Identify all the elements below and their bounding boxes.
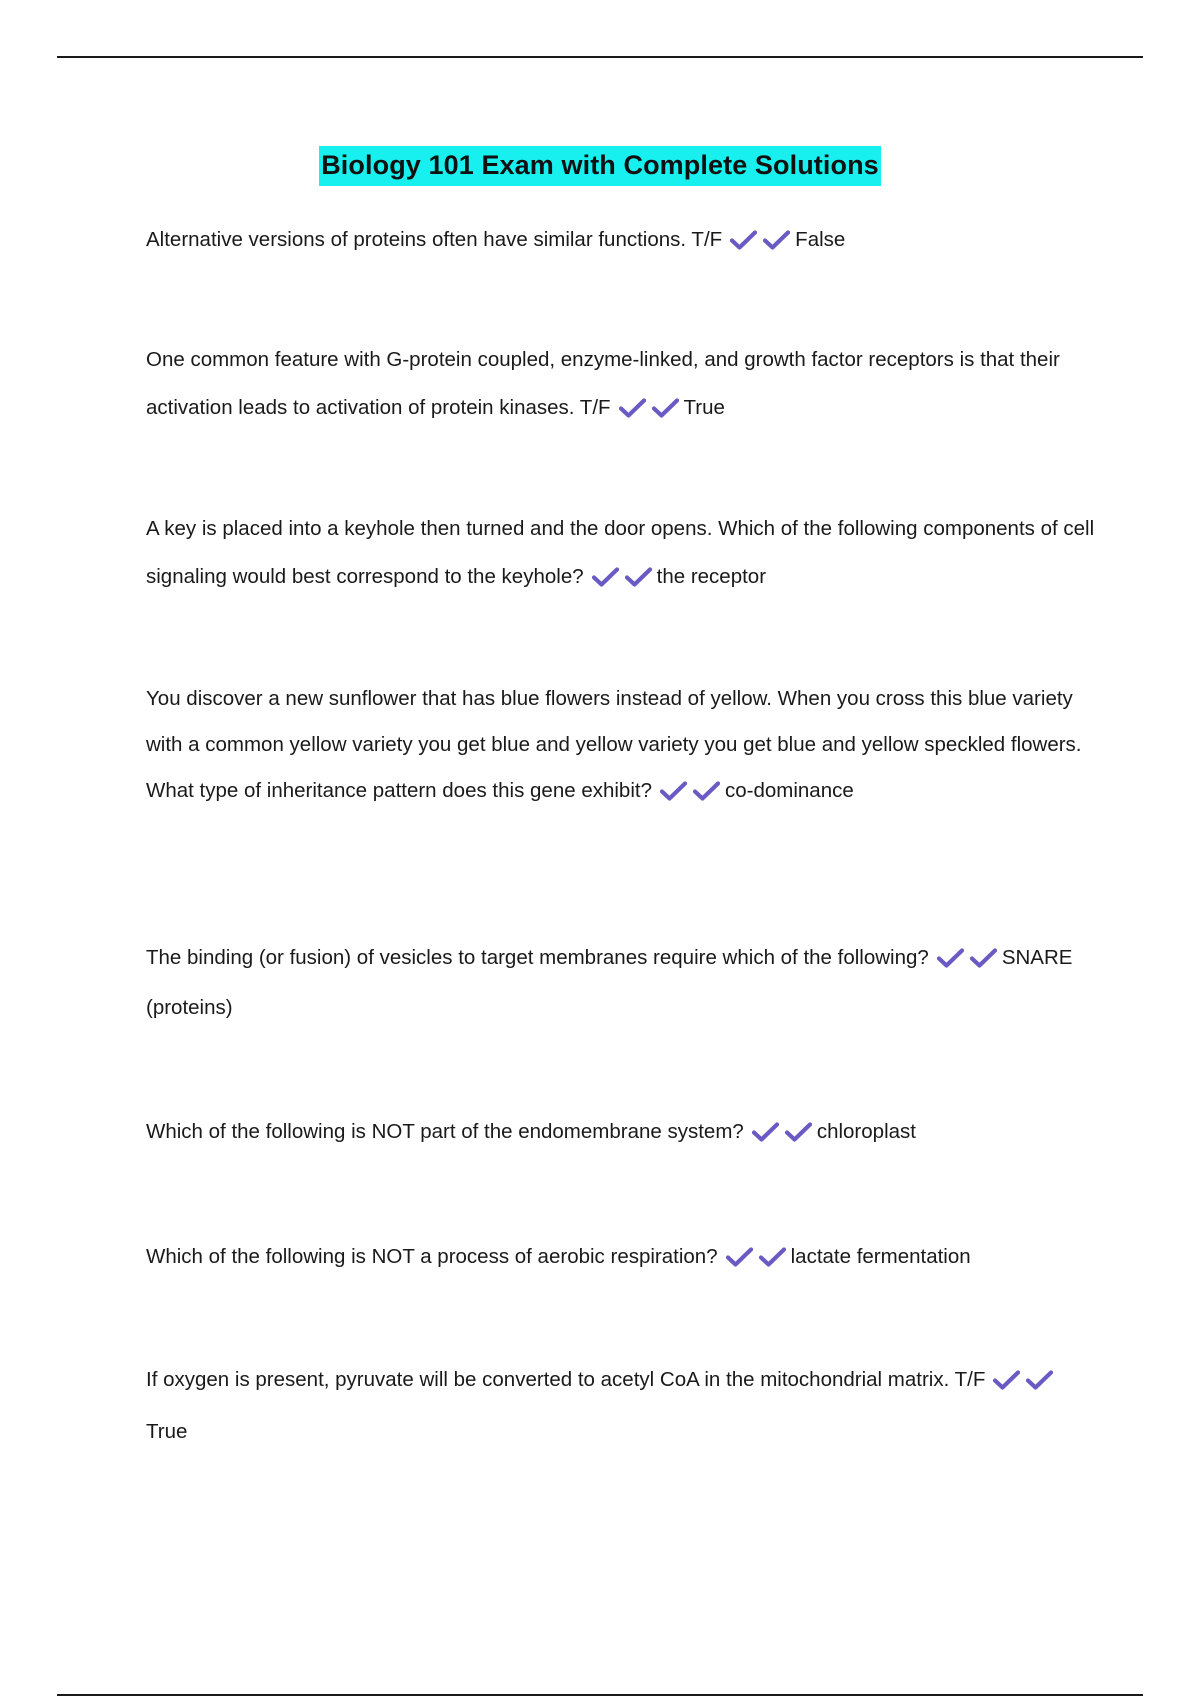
check-icon xyxy=(785,1122,812,1142)
question-text: The binding (or fusion) of vesicles to target membranes require which of the following? xyxy=(146,946,929,969)
answer-text: the receptor xyxy=(656,565,767,588)
check-icon xyxy=(759,1247,786,1267)
check-icon xyxy=(763,230,790,250)
answer-marker xyxy=(730,220,793,268)
footer-rule xyxy=(57,1694,1143,1696)
question-text: Which of the following is NOT part of the endomembrane system? xyxy=(146,1120,744,1143)
answer-text: chloroplast xyxy=(816,1120,916,1143)
answer-text: False xyxy=(795,228,846,251)
answer-text: True xyxy=(683,396,725,419)
answer-marker xyxy=(592,557,655,605)
question-text: Which of the following is NOT a process of aerobic respiration? xyxy=(146,1245,718,1268)
check-icon xyxy=(592,567,619,587)
question-text: A key is placed into a keyhole then turned and the door opens. Which of the following components of cell signaling would best correspond to the keyhole? xyxy=(146,517,1095,588)
check-icon xyxy=(937,948,964,968)
answer-marker xyxy=(752,1112,815,1160)
question-text: If oxygen is present, pyruvate will be converted to acetyl CoA in the mitochondrial matrix. T/F xyxy=(146,1368,986,1391)
qa-item-1 xyxy=(146,216,1096,268)
check-icon xyxy=(652,398,679,418)
check-icon xyxy=(660,781,687,801)
qa-item-6 xyxy=(146,1108,1096,1160)
answer-marker xyxy=(937,939,1000,985)
check-icon xyxy=(625,567,652,587)
qa-item-4 xyxy=(146,676,1096,818)
check-icon xyxy=(993,1370,1020,1390)
answer-text: True xyxy=(146,1420,188,1443)
answer-text: co-dominance xyxy=(724,779,854,802)
question-text: Alternative versions of proteins often have similar functions. T/F xyxy=(146,228,723,251)
check-icon xyxy=(970,948,997,968)
question-text: You discover a new sunflower that has blue flowers instead of yellow. When you cross this blue variety with a common yellow variety you get blue and yellow variety you get blue and yellow speckled flowers. What type of inheritance pattern does this gene exhibit? xyxy=(146,687,1082,802)
qa-item-7 xyxy=(146,1233,1096,1285)
check-icon xyxy=(693,781,720,801)
answer-marker xyxy=(993,1360,1056,1408)
answer-text: SNARE (proteins) xyxy=(146,946,1073,1019)
check-icon xyxy=(730,230,757,250)
check-icon xyxy=(726,1247,753,1267)
check-icon xyxy=(1026,1370,1053,1390)
page-title: Biology 101 Exam with Complete Solutions xyxy=(319,146,881,186)
qa-item-3 xyxy=(146,505,1096,605)
qa-item-2 xyxy=(146,336,1096,436)
qa-item-8 xyxy=(146,1356,1096,1456)
header-rule xyxy=(57,56,1143,58)
question-text: One common feature with G-protein coupled, enzyme-linked, and growth factor receptors is that their activation leads to activation of protein kinases. T/F xyxy=(146,348,1060,419)
answer-marker xyxy=(619,388,682,436)
check-icon xyxy=(619,398,646,418)
qa-item-5 xyxy=(146,935,1096,1031)
answer-marker xyxy=(660,772,723,818)
answer-marker xyxy=(726,1237,789,1285)
answer-text: lactate fermentation xyxy=(790,1245,971,1268)
check-icon xyxy=(752,1122,779,1142)
title-container xyxy=(0,146,1200,186)
